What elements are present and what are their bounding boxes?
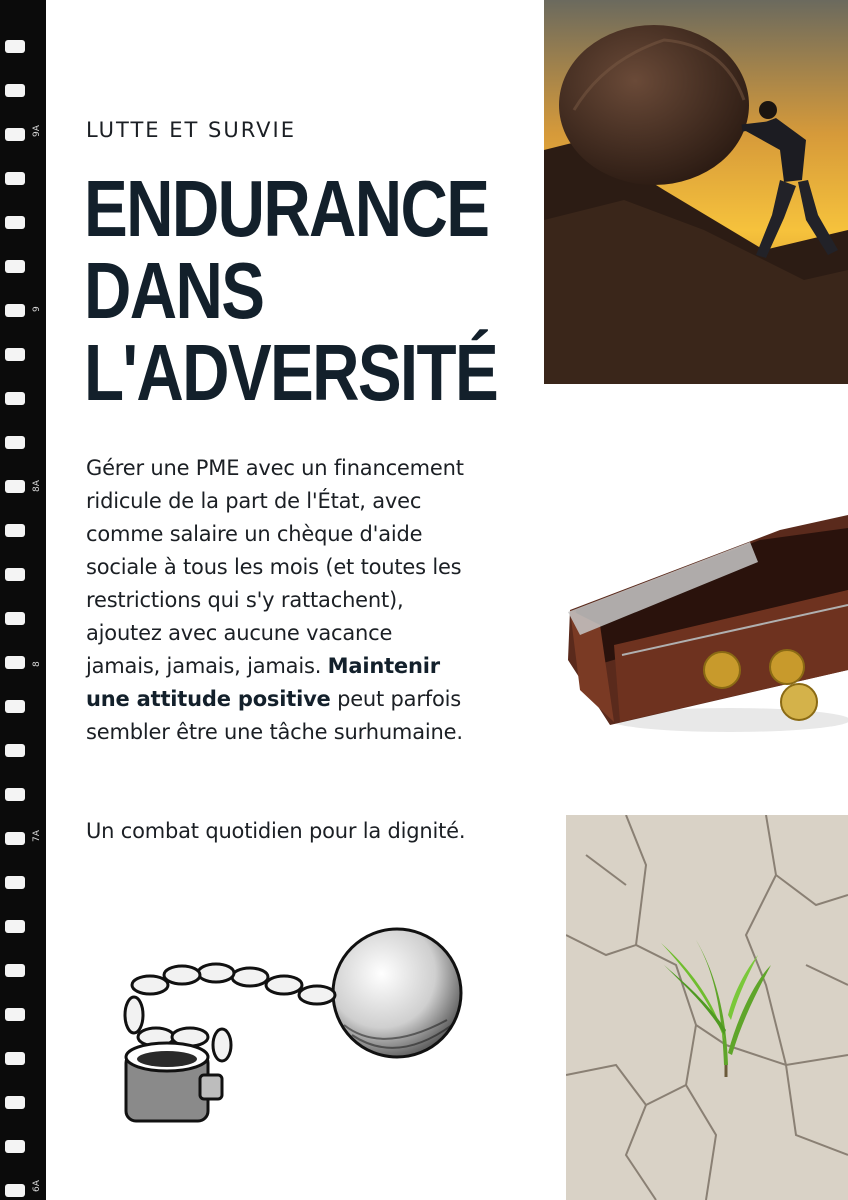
body-text: Gérer une PME avec un financement ridicule de la part de l'État, avec comme salaire un chèque d'aide sociale à tous les mois (et toutes les restrictions qui s'y rattachent), ajoutez avec aucune vacance jamais, jamais, jamais. <box>86 456 464 678</box>
film-frame-marking: 6A <box>32 1180 42 1192</box>
film-sprocket-hole <box>5 128 25 141</box>
film-sprocket-hole <box>5 524 25 537</box>
headline-line-3: L'ADVERSITÉ <box>84 328 498 417</box>
film-sprocket-hole <box>5 304 25 317</box>
film-sprocket-hole <box>5 1140 25 1153</box>
body-paragraph <box>86 452 466 749</box>
film-sprocket-hole <box>5 1184 25 1197</box>
headline-line-2: DANS <box>84 246 264 335</box>
film-sprocket-hole <box>5 1052 25 1065</box>
film-sprocket-hole <box>5 1096 25 1109</box>
page-title <box>84 164 498 417</box>
sprout-cracked-earth-photo <box>566 815 848 1200</box>
film-sprocket-hole <box>5 84 25 97</box>
film-frame-marking: 8 <box>32 661 42 667</box>
film-sprocket-hole <box>5 172 25 185</box>
film-sprocket-hole <box>5 964 25 977</box>
ball-and-chain-illustration <box>112 925 472 1135</box>
film-strip-border <box>0 0 46 1200</box>
film-sprocket-hole <box>5 700 25 713</box>
body-emphasis: Maintenir une attitude positive <box>86 654 440 711</box>
film-sprocket-hole <box>5 788 25 801</box>
film-sprocket-hole <box>5 392 25 405</box>
film-sprocket-hole <box>5 260 25 273</box>
film-sprocket-hole <box>5 480 25 493</box>
film-sprocket-hole <box>5 832 25 845</box>
film-sprocket-hole <box>5 920 25 933</box>
film-frame-marking: 8A <box>32 480 42 492</box>
headline-line-1: ENDURANCE <box>84 164 489 253</box>
body-text-tail: peut parfois sembler être une tâche surhumaine. <box>86 687 463 744</box>
film-sprocket-hole <box>5 40 25 53</box>
film-sprocket-hole <box>5 216 25 229</box>
film-frame-marking: 7A <box>32 830 42 842</box>
film-sprocket-hole <box>5 436 25 449</box>
film-sprocket-hole <box>5 876 25 889</box>
eyebrow-label: LUTTE ET SURVIE <box>86 118 296 142</box>
man-pushing-boulder-photo <box>544 0 848 384</box>
film-sprocket-hole <box>5 656 25 669</box>
film-sprocket-hole <box>5 348 25 361</box>
film-sprocket-hole <box>5 1008 25 1021</box>
film-sprocket-hole <box>5 568 25 581</box>
film-frame-marking: 9A <box>32 125 42 137</box>
empty-wallet-coins-photo <box>560 470 848 750</box>
film-sprocket-hole <box>5 612 25 625</box>
film-sprocket-hole <box>5 744 25 757</box>
closing-line: Un combat quotidien pour la dignité. <box>86 819 466 843</box>
film-frame-marking: 9 <box>32 306 42 312</box>
